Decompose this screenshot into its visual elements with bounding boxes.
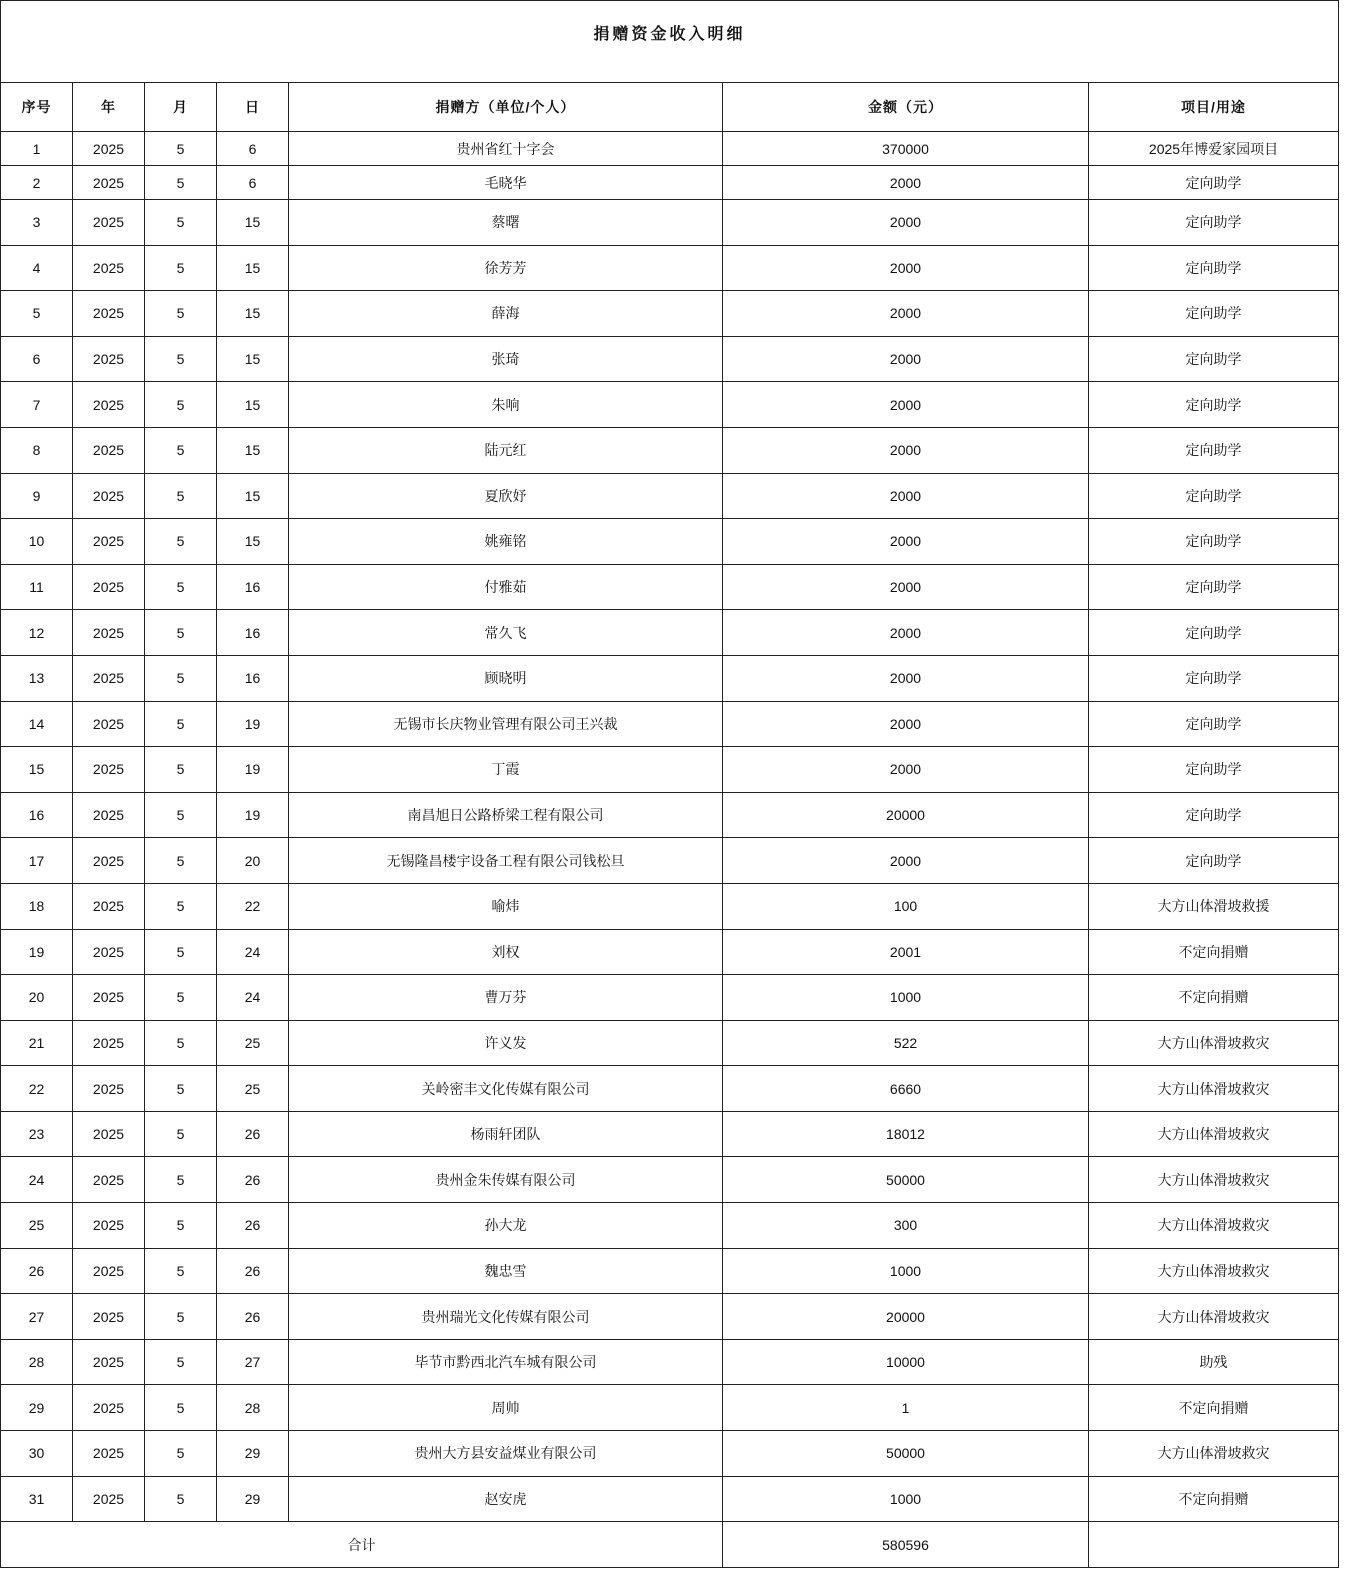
row-purpose: 大方山体滑坡救灾: [1089, 1020, 1339, 1066]
row-index: 2: [1, 166, 73, 200]
row-donor: 陆元红: [289, 427, 723, 473]
row-year: 2025: [73, 655, 145, 701]
row-purpose: 大方山体滑坡救灾: [1089, 1431, 1339, 1477]
row-index: 24: [1, 1157, 73, 1203]
row-donor: 薛海: [289, 291, 723, 337]
header-day: 日: [217, 83, 289, 132]
row-year: 2025: [73, 1157, 145, 1203]
row-donor: 周帅: [289, 1385, 723, 1431]
row-year: 2025: [73, 1431, 145, 1477]
table-row: [1, 132, 1339, 166]
header-year: 年: [73, 83, 145, 132]
row-year: 2025: [73, 1339, 145, 1385]
row-purpose: 定向助学: [1089, 382, 1339, 428]
row-day: 26: [217, 1203, 289, 1249]
row-index: 13: [1, 655, 73, 701]
row-day: 19: [217, 747, 289, 793]
row-month: 5: [145, 564, 217, 610]
row-index: 3: [1, 200, 73, 246]
row-index: 1: [1, 132, 73, 166]
row-amount: 2000: [723, 245, 1089, 291]
row-donor: 姚雍铭: [289, 519, 723, 565]
row-purpose: 定向助学: [1089, 519, 1339, 565]
row-purpose: 定向助学: [1089, 336, 1339, 382]
row-index: 12: [1, 610, 73, 656]
row-amount: 50000: [723, 1157, 1089, 1203]
table-row: [1, 1203, 1339, 1249]
row-amount: 2000: [723, 519, 1089, 565]
row-day: 25: [217, 1020, 289, 1066]
row-amount: 2000: [723, 382, 1089, 428]
row-amount: 100: [723, 883, 1089, 929]
row-month: 5: [145, 1385, 217, 1431]
row-amount: 2000: [723, 838, 1089, 884]
row-month: 5: [145, 291, 217, 337]
row-year: 2025: [73, 1203, 145, 1249]
row-amount: 2000: [723, 336, 1089, 382]
row-day: 26: [217, 1157, 289, 1203]
row-year: 2025: [73, 382, 145, 428]
row-month: 5: [145, 200, 217, 246]
table-row: [1, 1157, 1339, 1203]
table-row: [1, 473, 1339, 519]
table-row: [1, 883, 1339, 929]
row-day: 16: [217, 655, 289, 701]
row-donor: 毛晓华: [289, 166, 723, 200]
row-day: 24: [217, 975, 289, 1021]
header-row: [1, 83, 1339, 132]
row-donor: 孙大龙: [289, 1203, 723, 1249]
row-purpose: 定向助学: [1089, 564, 1339, 610]
table-row: [1, 427, 1339, 473]
row-month: 5: [145, 519, 217, 565]
row-day: 29: [217, 1476, 289, 1522]
row-donor: 常久飞: [289, 610, 723, 656]
row-amount: 370000: [723, 132, 1089, 166]
row-purpose: 定向助学: [1089, 838, 1339, 884]
row-month: 5: [145, 1111, 217, 1157]
row-year: 2025: [73, 883, 145, 929]
row-day: 15: [217, 291, 289, 337]
row-index: 9: [1, 473, 73, 519]
row-month: 5: [145, 1066, 217, 1112]
row-purpose: 定向助学: [1089, 200, 1339, 246]
row-purpose: 定向助学: [1089, 473, 1339, 519]
table-row: [1, 336, 1339, 382]
table-row: [1, 929, 1339, 975]
row-donor: 许义发: [289, 1020, 723, 1066]
table-row: [1, 1476, 1339, 1522]
row-month: 5: [145, 975, 217, 1021]
row-donor: 南昌旭日公路桥梁工程有限公司: [289, 792, 723, 838]
row-index: 21: [1, 1020, 73, 1066]
total-row: [1, 1522, 1339, 1568]
row-year: 2025: [73, 166, 145, 200]
row-amount: 2000: [723, 427, 1089, 473]
table-row: [1, 1111, 1339, 1157]
row-index: 22: [1, 1066, 73, 1112]
row-year: 2025: [73, 975, 145, 1021]
row-year: 2025: [73, 929, 145, 975]
table-row: [1, 975, 1339, 1021]
row-purpose: 2025年博爱家园项目: [1089, 132, 1339, 166]
row-year: 2025: [73, 1066, 145, 1112]
row-month: 5: [145, 747, 217, 793]
row-index: 10: [1, 519, 73, 565]
row-month: 5: [145, 1248, 217, 1294]
row-year: 2025: [73, 701, 145, 747]
row-index: 4: [1, 245, 73, 291]
row-donor: 张琦: [289, 336, 723, 382]
table-row: [1, 655, 1339, 701]
row-amount: 1000: [723, 1248, 1089, 1294]
row-amount: 2000: [723, 473, 1089, 519]
table-row: [1, 1294, 1339, 1340]
row-purpose: 不定向捐赠: [1089, 1385, 1339, 1431]
row-amount: 300: [723, 1203, 1089, 1249]
table-row: [1, 519, 1339, 565]
row-month: 5: [145, 1020, 217, 1066]
row-donor: 蔡曙: [289, 200, 723, 246]
row-index: 16: [1, 792, 73, 838]
row-index: 27: [1, 1294, 73, 1340]
row-index: 19: [1, 929, 73, 975]
table-row: [1, 610, 1339, 656]
header-donor: 捐赠方（单位/个人）: [289, 83, 723, 132]
row-index: 5: [1, 291, 73, 337]
row-year: 2025: [73, 336, 145, 382]
row-donor: 无锡市长庆物业管理有限公司王兴裁: [289, 701, 723, 747]
row-donor: 毕节市黔西北汽车城有限公司: [289, 1339, 723, 1385]
row-day: 15: [217, 427, 289, 473]
row-purpose: 大方山体滑坡救灾: [1089, 1066, 1339, 1112]
row-purpose: 定向助学: [1089, 245, 1339, 291]
row-month: 5: [145, 245, 217, 291]
row-month: 5: [145, 1339, 217, 1385]
row-year: 2025: [73, 473, 145, 519]
row-donor: 付雅茹: [289, 564, 723, 610]
header-amount: 金额（元）: [723, 83, 1089, 132]
row-amount: 2000: [723, 291, 1089, 337]
row-purpose: 定向助学: [1089, 427, 1339, 473]
row-day: 29: [217, 1431, 289, 1477]
table-row: [1, 166, 1339, 200]
row-year: 2025: [73, 427, 145, 473]
table-row: [1, 1339, 1339, 1385]
row-index: 6: [1, 336, 73, 382]
total-amount: 580596: [723, 1522, 1089, 1568]
row-index: 8: [1, 427, 73, 473]
row-donor: 朱响: [289, 382, 723, 428]
row-amount: 1000: [723, 1476, 1089, 1522]
table-row: [1, 747, 1339, 793]
table-row: [1, 1020, 1339, 1066]
row-year: 2025: [73, 132, 145, 166]
row-month: 5: [145, 427, 217, 473]
row-donor: 魏忠雪: [289, 1248, 723, 1294]
row-year: 2025: [73, 1476, 145, 1522]
table-row: [1, 1066, 1339, 1112]
row-donor: 无锡隆昌楼宇设备工程有限公司钱松旦: [289, 838, 723, 884]
row-purpose: 定向助学: [1089, 747, 1339, 793]
row-month: 5: [145, 1203, 217, 1249]
row-purpose: 不定向捐赠: [1089, 1476, 1339, 1522]
row-day: 15: [217, 382, 289, 428]
row-amount: 2000: [723, 610, 1089, 656]
row-day: 22: [217, 883, 289, 929]
row-day: 6: [217, 166, 289, 200]
row-purpose: 定向助学: [1089, 792, 1339, 838]
row-purpose: 大方山体滑坡救灾: [1089, 1248, 1339, 1294]
row-purpose: 定向助学: [1089, 701, 1339, 747]
row-amount: 2000: [723, 701, 1089, 747]
row-day: 15: [217, 519, 289, 565]
row-year: 2025: [73, 564, 145, 610]
row-donor: 贵州省红十字会: [289, 132, 723, 166]
row-month: 5: [145, 382, 217, 428]
row-index: 11: [1, 564, 73, 610]
row-year: 2025: [73, 1385, 145, 1431]
row-index: 25: [1, 1203, 73, 1249]
table-row: [1, 382, 1339, 428]
row-index: 20: [1, 975, 73, 1021]
row-amount: 2000: [723, 655, 1089, 701]
row-year: 2025: [73, 291, 145, 337]
row-month: 5: [145, 1157, 217, 1203]
row-amount: 522: [723, 1020, 1089, 1066]
row-index: 23: [1, 1111, 73, 1157]
row-year: 2025: [73, 792, 145, 838]
row-amount: 1000: [723, 975, 1089, 1021]
row-day: 16: [217, 610, 289, 656]
row-purpose: 定向助学: [1089, 291, 1339, 337]
row-donor: 关岭密丰文化传媒有限公司: [289, 1066, 723, 1112]
row-year: 2025: [73, 838, 145, 884]
row-year: 2025: [73, 1294, 145, 1340]
table-row: [1, 1248, 1339, 1294]
row-day: 15: [217, 200, 289, 246]
row-day: 16: [217, 564, 289, 610]
row-index: 7: [1, 382, 73, 428]
row-donor: 贵州金朱传媒有限公司: [289, 1157, 723, 1203]
row-month: 5: [145, 132, 217, 166]
row-donor: 丁霞: [289, 747, 723, 793]
row-purpose: 大方山体滑坡救灾: [1089, 1294, 1339, 1340]
row-purpose: 大方山体滑坡救灾: [1089, 1157, 1339, 1203]
row-donor: 夏欣妤: [289, 473, 723, 519]
row-donor: 杨雨轩团队: [289, 1111, 723, 1157]
row-donor: 顾晓明: [289, 655, 723, 701]
row-amount: 1: [723, 1385, 1089, 1431]
row-purpose: 不定向捐赠: [1089, 929, 1339, 975]
row-month: 5: [145, 883, 217, 929]
row-index: 15: [1, 747, 73, 793]
row-purpose: 定向助学: [1089, 610, 1339, 656]
row-donor: 曹万芬: [289, 975, 723, 1021]
row-month: 5: [145, 1431, 217, 1477]
row-day: 24: [217, 929, 289, 975]
row-year: 2025: [73, 200, 145, 246]
row-month: 5: [145, 336, 217, 382]
row-donor: 徐芳芳: [289, 245, 723, 291]
row-day: 26: [217, 1111, 289, 1157]
row-purpose: 大方山体滑坡救灾: [1089, 1203, 1339, 1249]
row-day: 15: [217, 245, 289, 291]
row-amount: 50000: [723, 1431, 1089, 1477]
row-index: 14: [1, 701, 73, 747]
row-index: 18: [1, 883, 73, 929]
table-row: [1, 1431, 1339, 1477]
row-day: 19: [217, 701, 289, 747]
row-day: 26: [217, 1294, 289, 1340]
page-title: 捐赠资金收入明细: [1, 1, 1339, 83]
header-index: 序号: [1, 83, 73, 132]
row-month: 5: [145, 701, 217, 747]
row-month: 5: [145, 655, 217, 701]
row-year: 2025: [73, 245, 145, 291]
table-row: [1, 838, 1339, 884]
row-purpose: 助残: [1089, 1339, 1339, 1385]
row-month: 5: [145, 929, 217, 975]
row-amount: 20000: [723, 792, 1089, 838]
table-row: [1, 792, 1339, 838]
row-year: 2025: [73, 1248, 145, 1294]
row-amount: 18012: [723, 1111, 1089, 1157]
row-day: 27: [217, 1339, 289, 1385]
table-row: [1, 701, 1339, 747]
row-index: 17: [1, 838, 73, 884]
row-donor: 贵州大方县安益煤业有限公司: [289, 1431, 723, 1477]
row-index: 31: [1, 1476, 73, 1522]
row-donor: 赵安虎: [289, 1476, 723, 1522]
row-donor: 喻炜: [289, 883, 723, 929]
row-amount: 20000: [723, 1294, 1089, 1340]
total-empty-cell: [1089, 1522, 1339, 1568]
header-purpose: 项目/用途: [1089, 83, 1339, 132]
row-index: 28: [1, 1339, 73, 1385]
row-day: 6: [217, 132, 289, 166]
row-month: 5: [145, 838, 217, 884]
row-day: 28: [217, 1385, 289, 1431]
row-year: 2025: [73, 1111, 145, 1157]
row-purpose: 不定向捐赠: [1089, 975, 1339, 1021]
row-year: 2025: [73, 1020, 145, 1066]
row-index: 30: [1, 1431, 73, 1477]
row-month: 5: [145, 473, 217, 519]
row-purpose: 大方山体滑坡救援: [1089, 883, 1339, 929]
row-index: 29: [1, 1385, 73, 1431]
row-year: 2025: [73, 747, 145, 793]
row-month: 5: [145, 792, 217, 838]
row-amount: 10000: [723, 1339, 1089, 1385]
table-row: [1, 291, 1339, 337]
row-month: 5: [145, 1294, 217, 1340]
row-amount: 2000: [723, 166, 1089, 200]
row-day: 15: [217, 336, 289, 382]
row-month: 5: [145, 166, 217, 200]
row-month: 5: [145, 1476, 217, 1522]
row-day: 19: [217, 792, 289, 838]
row-purpose: 大方山体滑坡救灾: [1089, 1111, 1339, 1157]
row-donor: 刘权: [289, 929, 723, 975]
row-amount: 6660: [723, 1066, 1089, 1112]
row-amount: 2000: [723, 200, 1089, 246]
row-year: 2025: [73, 610, 145, 656]
row-index: 26: [1, 1248, 73, 1294]
row-amount: 2000: [723, 747, 1089, 793]
row-month: 5: [145, 610, 217, 656]
total-label: 合计: [1, 1522, 723, 1568]
table-row: [1, 564, 1339, 610]
header-month: 月: [145, 83, 217, 132]
row-day: 20: [217, 838, 289, 884]
row-purpose: 定向助学: [1089, 166, 1339, 200]
row-amount: 2000: [723, 564, 1089, 610]
row-donor: 贵州瑞光文化传媒有限公司: [289, 1294, 723, 1340]
table-row: [1, 245, 1339, 291]
row-day: 25: [217, 1066, 289, 1112]
row-purpose: 定向助学: [1089, 655, 1339, 701]
row-amount: 2001: [723, 929, 1089, 975]
row-day: 26: [217, 1248, 289, 1294]
row-day: 15: [217, 473, 289, 519]
table-row: [1, 1385, 1339, 1431]
table-row: [1, 200, 1339, 246]
row-year: 2025: [73, 519, 145, 565]
